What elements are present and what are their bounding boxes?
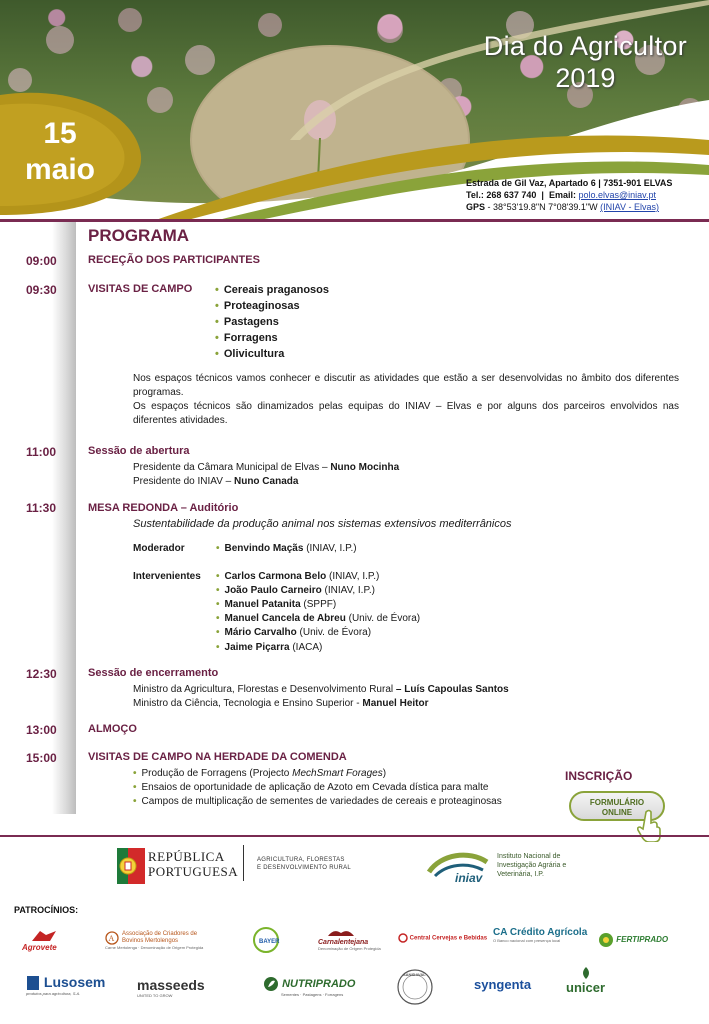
- iniav-name: Instituto Nacional de Investigação Agrária e Veterinária, I.P.: [497, 853, 567, 878]
- field-visits-description-1: Nos espaços técnicos vamos conhecer e discutir as atividades que estão a ser desenvolvidas no âmbito dos diferentes programas.: [133, 373, 679, 398]
- svg-text:BAYER: BAYER: [259, 939, 280, 945]
- speaker-item: • Manuel Patanita (SPPF): [216, 599, 337, 610]
- registration-title: INSCRIÇÃO: [565, 769, 633, 783]
- opening-speaker-2: Presidente do INIAV – Nuno Canada: [133, 476, 299, 487]
- heading-field-visits: VISITAS DE CAMPO: [88, 283, 193, 295]
- address-line: Estrada de Gil Vaz, Apartado 6 | 7351-901 ELVAS: [466, 178, 673, 188]
- fertiprado-flower-icon: [598, 932, 614, 948]
- sponsor-agrovete: Agrovete: [22, 929, 60, 952]
- header-banner: [0, 0, 709, 222]
- list-item: • Cereais praganosos: [215, 284, 330, 296]
- contact-block: Estrada de Gil Vaz, Apartado 6 | 7351-901 ELVAS Tel.: 268 637 740 | Email: polo.elvas@iniav.pt GPS - 38°53'19.8"N 7°08'39.1"W (INIAV - Elvas): [466, 178, 673, 212]
- sponsor-credito-agricola: CA Crédito Agrícola O Banco nacional com presença local: [493, 927, 588, 943]
- speaker-item: • João Paulo Carneiro (INIAV, I.P.): [216, 585, 375, 596]
- email-label: Email:: [548, 190, 576, 200]
- heading-round-table: MESA REDONDA – Auditório: [88, 502, 239, 514]
- speakers-label: Intervenientes: [133, 571, 201, 582]
- list-item: • Proteaginosas: [215, 300, 300, 312]
- logo-divider: [243, 845, 244, 881]
- time-1300: 13:00: [26, 723, 57, 737]
- svg-text:A: A: [108, 934, 115, 943]
- list-item: • Pastagens: [215, 316, 279, 328]
- speaker-item: • Manuel Cancela de Abreu (Univ. de Évora): [216, 613, 421, 624]
- portugal-emblem-icon: [117, 848, 145, 884]
- crops-list: [215, 282, 329, 362]
- button-label-line2: ONLINE: [601, 808, 633, 817]
- list-item: • Ensaios de oportunidade de aplicação de Azoto em Cevada dística para malte: [133, 782, 489, 793]
- header-divider: [0, 219, 709, 222]
- nutriprado-leaf-icon: [263, 976, 279, 992]
- sponsor-nutriprado: NUTRIPRADO Sementes · Pastagens · Forragens: [263, 976, 355, 997]
- ministry-label: AGRICULTURA, FLORESTAS E DESENVOLVIMENTO RURAL: [257, 857, 352, 871]
- sponsor-bayer: [252, 926, 280, 956]
- closing-speaker-1: Ministro da Agricultura, Florestas e Desenvolvimento Rural – Luís Capoulas Santos: [133, 684, 509, 695]
- list-item: • Olivicultura: [215, 348, 285, 360]
- sponsor-lusosem: Lusosem produtos para agricultura, S.A.: [26, 974, 106, 997]
- bayer-cross-icon: [252, 926, 280, 954]
- sponsor-syngenta: syngenta: [474, 977, 532, 992]
- sponsor-mertolengos: A Associação de Criadores de Bovinos Mertolengos Carne Mertolenga · Denominação de Origem Protegida: [105, 931, 204, 950]
- moderator: • Benvindo Maçãs (INIAV, I.P.): [216, 543, 357, 554]
- mertolengos-emblem-icon: [105, 931, 119, 945]
- opening-speaker-1: Presidente da Câmara Municipal de Elvas – Nuno Mocinha: [133, 462, 400, 473]
- time-0900: 09:00: [26, 254, 57, 268]
- sponsor-carnalentejana: Carnalentejana Denominação de Origem Protegida: [318, 927, 381, 951]
- sponsor-sanidaval: [396, 968, 434, 1008]
- gps-label: GPS: [466, 202, 486, 212]
- heading-afternoon-visits: VISITAS DE CAMPO NA HERDADE DA COMENDA: [88, 751, 347, 763]
- sponsors-label: PATROCÍNIOS:: [14, 905, 79, 915]
- heading-closing: Sessão de encerramento: [88, 667, 219, 679]
- list-item: • Produção de Forragens (Projecto MechSmart Forages): [133, 768, 387, 779]
- heading-reception: RECEÇÃO DOS PARTICIPANTES: [88, 254, 260, 266]
- list-item: • Forragens: [215, 332, 278, 344]
- closing-speaker-2: Ministro da Ciência, Tecnologia e Ensino Superior - Manuel Heitor: [133, 698, 429, 709]
- carnalentejana-bull-icon: [326, 927, 356, 939]
- time-1130: 11:30: [26, 501, 57, 515]
- footer-divider: [0, 835, 709, 837]
- gps-map-link[interactable]: (INIAV - Elvas): [600, 202, 659, 212]
- sanidaval-seal-icon: [396, 968, 434, 1006]
- time-1230: 12:30: [26, 667, 57, 681]
- speaker-item: • Jaime Piçarra (IACA): [216, 642, 323, 653]
- heading-opening: Sessão de abertura: [88, 445, 190, 457]
- phone: Tel.: 268 637 740: [466, 190, 537, 200]
- iniav-logo-icon: [425, 848, 495, 886]
- time-0930: 09:30: [26, 283, 57, 297]
- list-item: • Campos de multiplicação de sementes de variedades de cereais e proteaginosas: [133, 796, 502, 807]
- sponsor-fertiprado: FERTIPRADO: [598, 932, 668, 948]
- title-line-1: Dia do Agricultor: [483, 31, 687, 61]
- speaker-item: • Mário Carvalho (Univ. de Évora): [216, 627, 372, 638]
- button-label-line1: FORMULÁRIO: [589, 798, 645, 807]
- unicer-leaf-icon: [579, 966, 593, 980]
- sponsor-masseeds: masseeds UNITED TO GROW: [137, 977, 205, 998]
- svg-text:iniav: iniav: [455, 871, 483, 885]
- speaker-item: • Carlos Carmona Belo (INIAV, I.P.): [216, 571, 380, 582]
- title-year: 2019: [555, 63, 616, 93]
- event-title: [484, 30, 687, 94]
- agrovete-horse-icon: [30, 929, 60, 943]
- time-1500: 15:00: [26, 751, 57, 765]
- svg-text:SANIDAVAL: SANIDAVAL: [403, 972, 426, 977]
- central-swirl-icon: [398, 933, 408, 943]
- gps-coords: - 38°53'19.8"N 7°08'39.1"W: [487, 202, 598, 212]
- moderator-label: Moderador: [133, 543, 185, 554]
- lusosem-mark-icon: [26, 975, 40, 991]
- field-visits-description-2: Os espaços técnicos são dinamizados pelas equipas do INIAV – Elvas e por alguns dos parceiros envolvidos nas diferentes atividades.: [133, 401, 679, 426]
- event-date: [15, 116, 105, 188]
- program-title: PROGRAMA: [88, 226, 190, 245]
- time-1100: 11:00: [26, 445, 57, 459]
- date-day: 15: [43, 117, 77, 150]
- republic-wordmark: REPÚBLICA PORTUGUESA: [148, 849, 239, 879]
- date-month: maio: [24, 153, 96, 186]
- round-table-subtitle: Sustentabilidade da produção animal nos sistemas extensivos mediterrânicos: [133, 518, 512, 530]
- email-link[interactable]: polo.elvas@iniav.pt: [578, 190, 656, 200]
- sponsor-central: Central Cervejas e Bebidas: [398, 933, 487, 943]
- heading-lunch: ALMOÇO: [88, 723, 137, 735]
- sponsor-unicer: unicer: [566, 966, 605, 995]
